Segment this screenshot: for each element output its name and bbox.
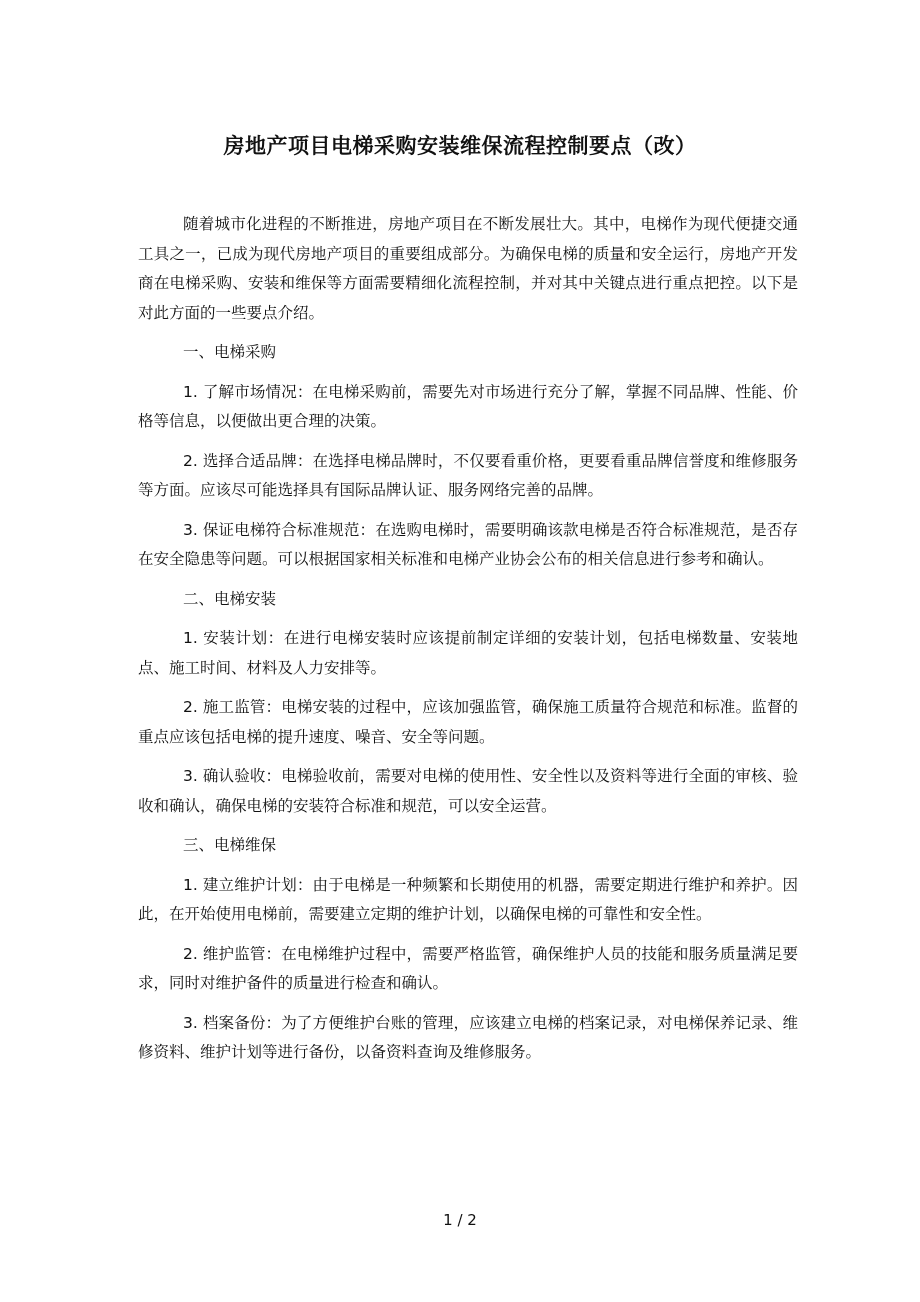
paragraph: 2. 维护监管：在电梯维护过程中，需要严格监管，确保维护人员的技能和服务质量满足要求，同时对维护备件的质量进行检查和确认。 — [138, 944, 798, 992]
intro-paragraph: 随着城市化进程的不断推进，房地产项目在不断发展壮大。其中，电梯作为现代便捷交通工具之一，已成为现代房地产项目的重要组成部分。为确保电梯的质量和安全运行，房地产开发商在电梯采购、安装和维保等方面需要精细化流程控制，并对其中关键点进行重点把控。以下是对此方面的一些要点介绍。 — [138, 215, 798, 322]
section-heading-maintenance: 三、电梯维保 — [183, 836, 277, 854]
section-heading-installation: 二、电梯安装 — [183, 589, 277, 608]
paragraph: 3. 档案备份：为了方便维护台账的管理，应该建立电梯的档案记录，对电梯保养记录、维修资料、维护计划等进行备份，以备资料查询及维修服务。 — [138, 1013, 798, 1061]
paragraph: 3. 保证电梯符合标准规范：在选购电梯时，需要明确该款电梯是否符合标准规范，是否存在安全隐患等问题。可以根据国家相关标准和电梯产业协会公布的相关信息进行参考和确认。 — [138, 520, 798, 568]
page-number: 1 / 2 — [443, 1211, 477, 1229]
paragraph: 3. 确认验收：电梯验收前，需要对电梯的使用性、安全性以及资料等进行全面的审核、验收和确认，确保电梯的安装符合标准和规范，可以安全运营。 — [138, 767, 798, 815]
paragraph: 2. 施工监管：电梯安装的过程中，应该加强监管，确保施工质量符合规范和标准。监督的重点应该包括电梯的提升速度、噪音、安全等问题。 — [138, 698, 798, 746]
paragraph: 2. 选择合适品牌：在选择电梯品牌时，不仅要看重价格，更要看重品牌信誉度和维修服务等方面。应该尽可能选择具有国际品牌认证、服务网络完善的品牌。 — [138, 451, 798, 499]
paragraph: 1. 建立维护计划：由于电梯是一种频繁和长期使用的机器，需要定期进行维护和养护。因此，在开始使用电梯前，需要建立定期的维护计划，以确保电梯的可靠性和安全性。 — [138, 875, 798, 923]
paragraph: 1. 安装计划：在进行电梯安装时应该提前制定详细的安装计划，包括电梯数量、安装地点、施工时间、材料及人力安排等。 — [138, 629, 798, 677]
document-title: 房地产项目电梯采购安装维保流程控制要点（改） — [223, 134, 697, 158]
paragraph: 1. 了解市场情况：在电梯采购前，需要先对市场进行充分了解，掌握不同品牌、性能、价格等信息，以便做出更合理的决策。 — [138, 382, 798, 430]
document-body — [138, 210, 798, 1078]
section-heading-procurement: 一、电梯采购 — [183, 343, 277, 361]
